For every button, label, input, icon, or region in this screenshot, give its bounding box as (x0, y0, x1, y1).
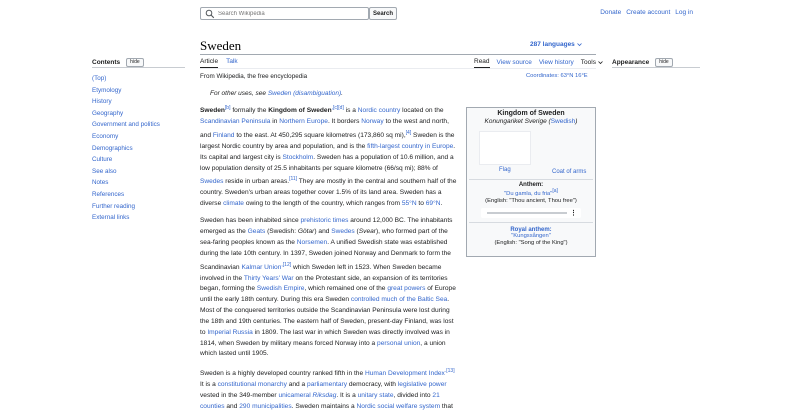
search-icon (205, 9, 215, 19)
anthem-english: (English: "Thou ancient, Thou free") (485, 197, 577, 204)
article-text: They are mostly in the central and southern half of the country. Sweden's urban areas together cover 1.5% of its land area. Sweden has a diverse (200, 178, 457, 208)
infobox-native-name (467, 118, 595, 125)
article-link[interactable]: Scandinavian Peninsula (200, 118, 271, 126)
royal-anthem-english: (English: "Song of the King") (494, 239, 568, 246)
article-text: Sweden (200, 107, 225, 115)
tools-menu[interactable] (581, 59, 603, 68)
article-link[interactable]: 69°N (425, 200, 441, 208)
article-link[interactable]: Swedes (331, 228, 355, 235)
infobox-divider (469, 179, 593, 180)
create-account-link[interactable]: Create account (626, 9, 671, 16)
tab-view-source[interactable]: View source (496, 58, 532, 66)
article-link[interactable]: Finland (212, 132, 235, 140)
article-link[interactable]: fifth-largest country in Europe (367, 142, 454, 150)
toc-item-economy[interactable]: Economy (92, 132, 119, 140)
search-input[interactable] (218, 11, 358, 17)
article-text: reside in urban areas. (223, 178, 290, 186)
anthem-label: Anthem: (518, 182, 544, 188)
search-button[interactable]: Search (369, 7, 397, 20)
toc-item-geography[interactable]: Geography (92, 109, 124, 117)
article-link[interactable]: constitutional monarchy (217, 381, 287, 389)
hatnote-prefix: For other uses, see (210, 90, 268, 97)
article-link[interactable]: Human Development Index (364, 370, 445, 378)
article-text: located on the (400, 107, 444, 115)
user-links (600, 9, 693, 16)
tabs-divider (200, 68, 596, 69)
article-text: . A unified Swedish state was established during the late 10th century. In 1397, Sweden joined Norway and Denmark to form the Scandinavian (200, 238, 451, 271)
contents-hide-button[interactable]: hide (126, 58, 143, 67)
royal-anthem-label: Royal anthem: (510, 226, 552, 233)
contents-header (92, 58, 144, 67)
appearance-divider (612, 67, 700, 68)
title-divider (200, 54, 596, 55)
footnote-ref[interactable]: ,[c][d] (331, 105, 344, 111)
toc-item-etymology[interactable]: Etymology (92, 86, 122, 94)
article-text: democracy, with (347, 381, 398, 389)
royal-anthem-name[interactable] (467, 233, 595, 240)
toc-item-culture[interactable]: Culture (92, 156, 113, 164)
page-title: Sweden (200, 38, 242, 53)
view-tabs (474, 58, 603, 68)
tab-read[interactable]: Read (474, 58, 490, 68)
article-text: , which remained one of the (304, 285, 388, 293)
paragraph-government (200, 366, 458, 412)
article-text: Sweden is the largest Nordic country by area and population, and is the (200, 132, 455, 150)
article-text: which Sweden left in 1523. When Sweden became involved in the (200, 263, 442, 282)
table-of-contents (92, 73, 160, 224)
more-options-icon[interactable]: ⋮ (570, 209, 577, 217)
footnote-ref[interactable]: [b] (224, 105, 231, 111)
tab-talk[interactable]: Talk (226, 58, 238, 65)
article-text: owing to the length of the country, which ranges from (243, 200, 402, 208)
article-link[interactable]: Norway (361, 118, 384, 126)
article-text: . Sweden has a population of 10.6 million, and a low population density of 25.5 inhabitants per square kilometre (66/sq mi); 88% of (200, 153, 454, 172)
toc-item-references[interactable]: References (92, 190, 125, 198)
article-text: of Europe until the early 18th century. During this era Sweden (200, 285, 456, 304)
toc-item-see-also[interactable]: See also (92, 167, 117, 175)
royal-anthem-link[interactable]: "Kungssången" (511, 232, 551, 239)
article-text: ) and (314, 228, 332, 235)
article-link[interactable]: Thirty Years' War (243, 274, 294, 282)
chevron-down-icon (598, 60, 603, 65)
article-text: . It is a (336, 392, 358, 400)
article-link[interactable]: Norsemen (296, 238, 328, 246)
article-link[interactable]: Imperial Russia (207, 328, 253, 336)
infobox-title: Kingdom of Sweden (497, 110, 565, 117)
article-link[interactable]: 21 counties (200, 392, 440, 411)
article-link[interactable]: 55°N (401, 200, 417, 208)
article-link[interactable]: Nordic country (357, 107, 401, 115)
tab-article[interactable]: Article (200, 58, 218, 68)
article-text: Götar (297, 228, 315, 235)
footnote-ref[interactable]: [11] (289, 176, 298, 183)
article-text: Kingdom of Sweden (268, 107, 332, 115)
namespace-tabs (200, 58, 238, 68)
tab-view-history[interactable]: View history (538, 58, 574, 66)
flag-image[interactable] (479, 131, 531, 165)
article-text: Svear (358, 228, 376, 235)
article-link[interactable]: climate (223, 200, 244, 208)
article-text: , a union which lasted until 1905. (200, 339, 446, 358)
article-link[interactable]: Stockholm (282, 153, 314, 161)
article-link[interactable]: Riksdag (312, 392, 337, 400)
article-text: and a (286, 381, 308, 389)
toc-item-demographics[interactable]: Demographics (92, 144, 133, 152)
article-link[interactable]: Swedish Empire (256, 285, 305, 293)
infobox (466, 107, 596, 257)
article-link[interactable]: Northern Europe (279, 118, 328, 126)
article-link[interactable]: Geats (247, 228, 266, 235)
log-in-link[interactable]: Log in (675, 9, 693, 16)
languages-label: 287 languages (530, 41, 575, 48)
article-text: , divided into (393, 392, 433, 400)
article-text: in 1809. The last war in which Sweden was directly involved was in 1814, when Sweden by military means forced Norway into a (200, 328, 450, 347)
infobox-images (467, 129, 595, 179)
audio-player[interactable] (481, 208, 581, 218)
toc-item-further-reading[interactable]: Further reading (92, 202, 136, 210)
appearance-header (612, 58, 673, 67)
article-body (200, 103, 458, 412)
article-link[interactable]: prehistoric times (300, 217, 349, 225)
article-link[interactable]: unitary state (357, 392, 394, 400)
article-text: to the east. At 450,295 square kilometres (173,860 sq mi), (234, 132, 406, 140)
hatnote-suffix: . (341, 90, 343, 97)
footnote-ref[interactable]: .[13] (444, 368, 455, 375)
article-text: . Most of the conquered territories outside the Scandinavian Peninsula were lost during the 18th and 19th centuries. The eastern half of Sweden, present-day Finland, was lost to (200, 296, 454, 336)
article-text: in (270, 118, 280, 126)
footnote-ref[interactable]: [4] (405, 129, 412, 136)
paragraph-intro (200, 103, 458, 210)
article-link[interactable]: great powers (387, 285, 426, 293)
article-link[interactable]: 290 municipalities (239, 403, 292, 411)
site-subtitle: From Wikipedia, the free encyclopedia (200, 73, 308, 80)
article-text: Sweden is a highly developed country ranked fifth in the (200, 370, 365, 378)
coordinates-link[interactable]: Coordinates: 63°N 16°E (526, 73, 588, 79)
site-header (0, 0, 800, 30)
article-link[interactable]: controlled much of the Baltic Sea (350, 296, 448, 304)
toc-item-notes[interactable]: Notes (92, 179, 109, 187)
toc-item-government[interactable]: Government and politics (92, 121, 160, 129)
anthem-name (467, 188, 595, 198)
languages-button[interactable] (530, 41, 582, 48)
article-link[interactable]: Kalmar Union (241, 263, 282, 271)
infobox-divider (469, 222, 593, 223)
article-text: around 12,000 BC. The inhabitants emerged as the (200, 217, 453, 235)
article-text: (Swedish: (265, 228, 298, 235)
toc-item-top[interactable]: (Top) (92, 75, 107, 82)
swedish-language-link[interactable]: Swedish (550, 118, 576, 125)
article-text: It is a (200, 381, 218, 389)
article-text: ( (354, 228, 359, 235)
article-text: . Sweden maintains a (291, 403, 357, 411)
article-text: ), who formed part of the sea-faring peoples known as the (200, 228, 448, 246)
article-text: formally the (230, 107, 269, 115)
native-lang-close: ) (575, 118, 578, 125)
paragraph-history (200, 216, 458, 360)
article-text: to (416, 200, 426, 208)
native-name: Konungariket Sverige (484, 118, 547, 125)
article-text: Sweden has been inhabited since (200, 217, 301, 225)
appearance-title: Appearance (612, 59, 650, 66)
coat-of-arms-link[interactable]: Coat of arms (552, 169, 587, 175)
anthem-link[interactable]: "Du gamla, du fria" (504, 190, 553, 197)
search-box[interactable] (200, 7, 369, 20)
article-text: and (224, 403, 240, 411)
article-text: on the Protestant side, an expansion of its territories began, forming the (200, 274, 448, 293)
disambiguation-link[interactable]: Sweden (disambiguation) (267, 90, 342, 97)
contents-divider (92, 67, 185, 68)
article-text: vested in the 349-member (200, 392, 279, 400)
article-link[interactable]: Nordic social welfare system (356, 403, 441, 411)
article-text: is a (343, 107, 358, 115)
article-link[interactable]: Swedes (200, 178, 224, 186)
article-link[interactable]: personal union (377, 339, 421, 347)
article-link[interactable]: legislative power (397, 381, 447, 389)
article-text: . Its capital and largest city is (200, 142, 456, 161)
donate-link[interactable]: Donate (600, 9, 622, 16)
chevron-down-icon (577, 42, 582, 47)
article-text: . (440, 200, 443, 208)
footnote-ref[interactable]: ,[12] (281, 261, 292, 268)
toc-item-external-links[interactable]: External links (92, 214, 130, 222)
flag-caption-link[interactable]: Flag (499, 167, 511, 173)
appearance-hide-button[interactable]: hide (655, 58, 672, 67)
toc-item-history[interactable]: History (92, 98, 112, 106)
article-link[interactable]: parliamentary (307, 381, 347, 389)
contents-title: Contents (92, 59, 121, 66)
anthem-footnote[interactable]: [a] (552, 188, 558, 194)
hatnote (210, 90, 343, 97)
audio-progress-track[interactable] (487, 212, 567, 214)
article-text: to the west and north, and (200, 118, 449, 140)
article-text: . It borders (327, 118, 362, 126)
native-lang-open: ( (546, 118, 551, 125)
article-link[interactable]: unicameral (278, 392, 311, 400)
tools-label: Tools (580, 58, 596, 66)
article-text: that (440, 403, 453, 411)
